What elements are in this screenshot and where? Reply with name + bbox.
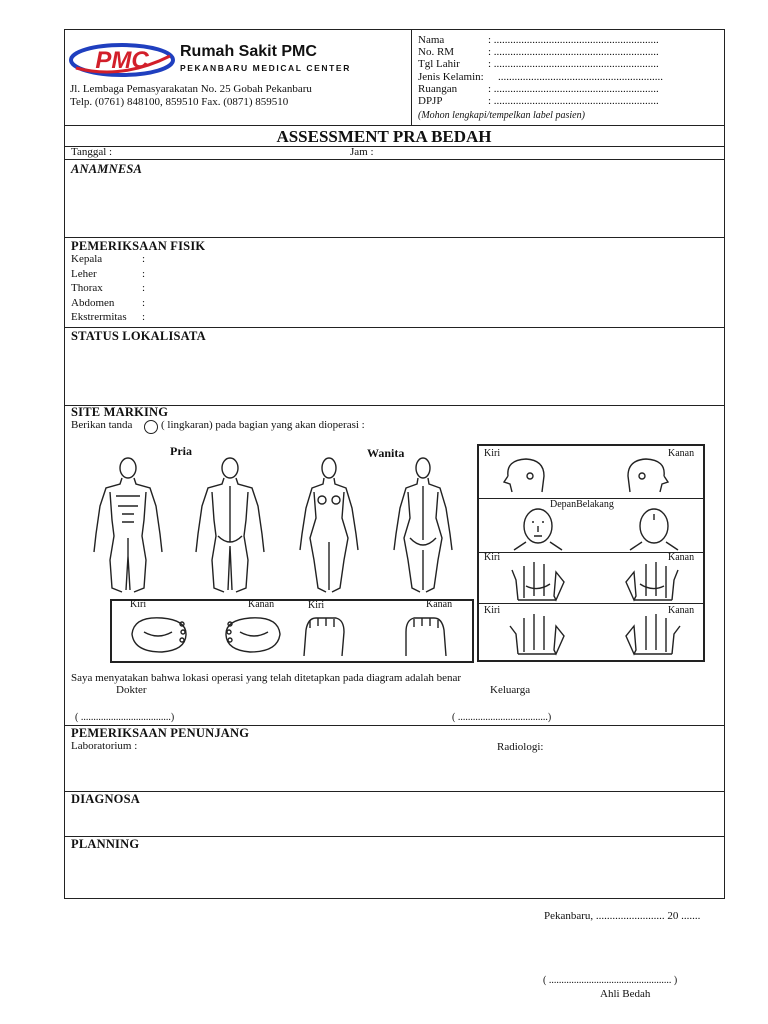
foot-sole-left (128, 612, 190, 661)
patient-field-value[interactable]: : ............................................................ (488, 82, 659, 95)
date-rule (64, 159, 725, 160)
head-kiri: Kiri (484, 448, 501, 459)
consent-statement: Saya menyatakan bahwa lokasi operasi yang telah ditetapkan pada diagram adalah benar (71, 672, 462, 684)
hospital-name: Rumah Sakit PMC (180, 43, 317, 60)
patient-field-label: Nama (418, 34, 445, 46)
status-lokalisata-title: STATUS LOKALISATA (71, 329, 206, 343)
patient-field-value[interactable]: : ............................................................ (488, 34, 659, 46)
form-title: ASSESSMENT PRA BEDAH (276, 127, 492, 146)
fisik-item-colon: : (142, 253, 146, 265)
male-back-figure (190, 456, 270, 601)
jam-label: Jam : (350, 146, 374, 158)
back-hand-kanan: Kanan (668, 605, 695, 616)
depan-belakang: DepanBelakang (550, 499, 614, 510)
patient-field-label: DPJP (418, 95, 443, 107)
fisik-item-label: Ekstrermitas (71, 311, 127, 324)
hospital-address: Jl. Lembaga Pemasyarakatan No. 25 Gobah Pekanbaru (70, 83, 312, 95)
fisik-item-label: Thorax (71, 282, 103, 295)
head-back (624, 506, 684, 557)
circle-mark-icon (144, 420, 158, 434)
label-pria: Pria (170, 444, 192, 458)
fisik-item-colon: : (142, 311, 146, 324)
feet-kiri-2: Kiri (308, 600, 325, 611)
diagnosa-rule (64, 836, 725, 837)
fisik-item-colon: : (142, 282, 146, 295)
pmc-logo (68, 42, 176, 78)
radiologi-label: Radiologi: (497, 741, 544, 753)
penunjang-title: PEMERIKSAAN PENUNJANG (71, 726, 250, 740)
back-hand-left (508, 612, 568, 661)
palm-left (508, 560, 568, 607)
back-hand-right (622, 612, 682, 661)
foot-top-right (400, 612, 450, 663)
dokter-label: Dokter (116, 684, 147, 696)
male-front-figure (88, 456, 168, 601)
fisik-item-label: Kepala (71, 253, 103, 265)
site-marking-title: SITE MARKING (71, 405, 169, 419)
patient-field-label: Ruangan (418, 82, 458, 95)
feet-kanan-2: Kanan (426, 599, 453, 610)
keluarga-label: Keluarga (490, 684, 531, 696)
fisik-rule (64, 327, 725, 328)
head-front (508, 506, 568, 557)
patient-field-value[interactable]: ............................................................ (498, 70, 663, 83)
feet-kanan-1: Kanan (248, 599, 275, 610)
head-right-side (622, 456, 672, 501)
dokter-signature-line[interactable]: ( ....................................) (75, 712, 175, 723)
fisik-item-label: Leher (71, 267, 97, 280)
feet-kiri-1: Kiri (130, 599, 147, 610)
female-back-figure (388, 456, 458, 601)
svg-text:PMC: PMC (95, 47, 149, 74)
fisik-item-label: Abdomen (71, 296, 115, 309)
back-hand-kiri: Kiri (484, 605, 501, 616)
patient-label-note: (Mohon lengkapi/tempelkan label pasien) (418, 110, 585, 121)
patient-field-label: Jenis Kelamin: (418, 70, 484, 83)
planning-title: PLANNING (71, 837, 140, 851)
label-wanita: Wanita (367, 446, 405, 460)
surgeon-signature-line[interactable]: ( ................................................. ) (543, 975, 678, 986)
hospital-phone: Telp. (0761) 848100, 859510 Fax. (0871) 859510 (70, 96, 289, 108)
diagnosa-title: DIAGNOSA (71, 792, 140, 806)
foot-top-left (298, 612, 348, 663)
palm-right (622, 560, 682, 607)
palm-kanan: Kanan (668, 552, 695, 563)
anamnesa-title: ANAMNESA (71, 162, 143, 176)
site-marking-instruction-b: ( lingkaran) pada bagian yang akan dioperasi : (161, 419, 365, 431)
header-divider (411, 29, 412, 126)
keluarga-signature-line[interactable]: ( ....................................) (452, 712, 552, 723)
site-marking-instruction-a: Berikan tanda (71, 419, 133, 431)
patient-field-value[interactable]: : ............................................................ (488, 46, 659, 59)
title-rule (64, 146, 725, 147)
head-left-side (500, 456, 550, 501)
fisik-item-colon: : (142, 267, 146, 280)
patient-field-value[interactable]: : ............................................................ (488, 95, 659, 107)
patient-field-label: Tgl Lahir (418, 58, 460, 71)
female-front-figure (294, 456, 364, 601)
surgeon-role: Ahli Bedah (600, 988, 651, 1000)
foot-sole-right (222, 612, 284, 661)
tanggal-label: Tanggal : (71, 146, 113, 158)
place-date: Pekanbaru, ......................... 20 ....... (544, 910, 701, 922)
penunjang-rule (64, 791, 725, 792)
anamnesa-rule (64, 237, 725, 238)
patient-field-value[interactable]: : ............................................................ (488, 58, 659, 71)
pemeriksaan-fisik-title: PEMERIKSAAN FISIK (71, 239, 206, 253)
laboratorium-label: Laboratorium : (71, 740, 138, 752)
fisik-item-colon: : (142, 296, 146, 309)
head-kanan: Kanan (668, 448, 695, 459)
hospital-subname: PEKANBARU MEDICAL CENTER (180, 63, 351, 73)
patient-field-label: No. RM (418, 46, 455, 59)
palm-kiri: Kiri (484, 552, 501, 563)
